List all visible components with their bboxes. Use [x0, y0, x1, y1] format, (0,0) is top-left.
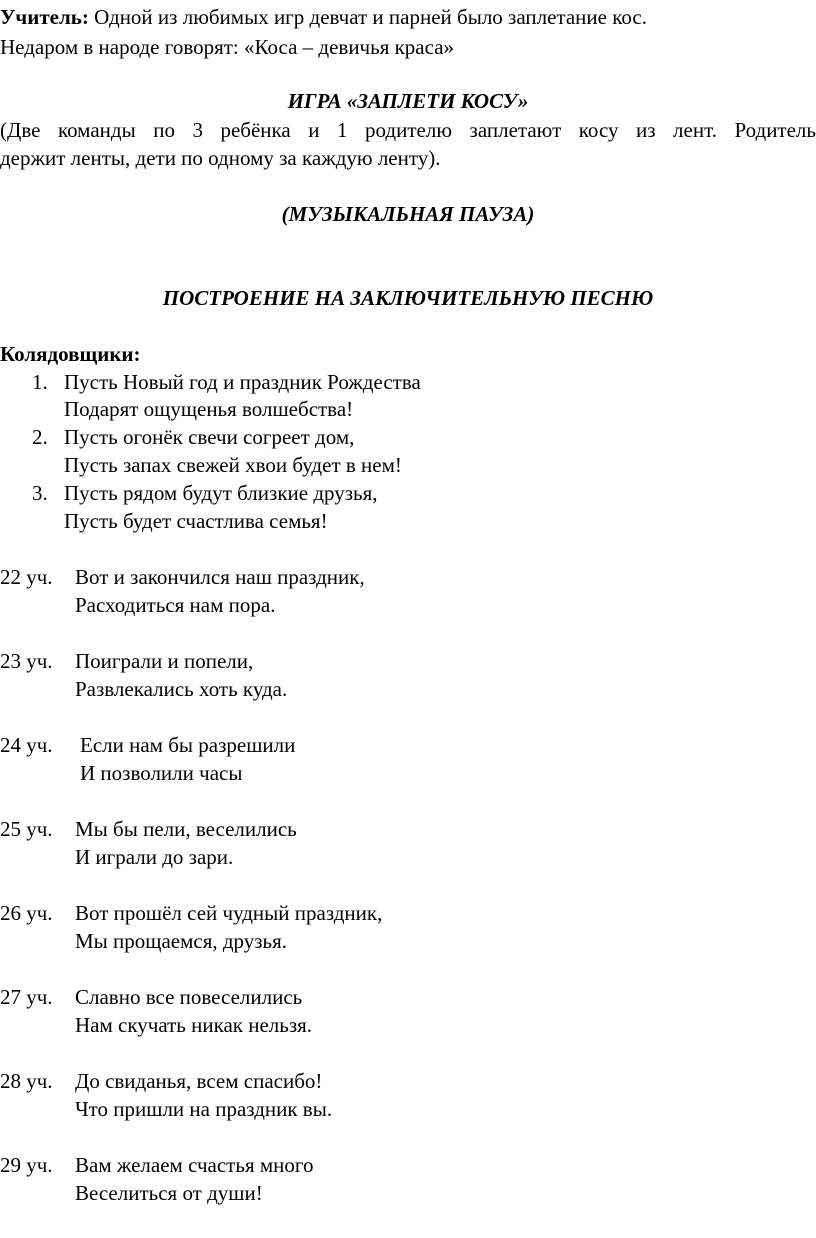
verse-speaker: 26 уч. — [0, 901, 53, 925]
verse-line: Если нам бы разрешили — [80, 733, 296, 757]
verse-line: Развлекались хоть куда. — [75, 677, 288, 701]
carol-item-line: Пусть Новый год и праздник Рождества — [64, 370, 421, 394]
verse-line: Поиграли и попели, — [75, 649, 254, 673]
verse-line: И играли до зари. — [75, 845, 234, 869]
intro-line-1 — [0, 4, 647, 31]
verse-speaker: 28 уч. — [0, 1069, 53, 1093]
verse-line: Вот и закончился наш праздник, — [75, 565, 365, 589]
game-description-line-1: (Две команды по 3 ребёнка и 1 родителю заплетают косу из лент. Родитель — [0, 118, 816, 142]
verse-speaker: 29 уч. — [0, 1153, 53, 1177]
carol-item-line: Подарят ощущенья волшебства! — [64, 397, 354, 421]
verse-line: Нам скучать никак нельзя. — [75, 1013, 313, 1037]
carolers-heading: Колядовщики: — [0, 342, 141, 366]
intro-text-1: Одной из любимых игр девчат и парней было заплетание кос. — [94, 5, 647, 29]
verse-line: Мы прощаемся, друзья. — [75, 929, 288, 953]
carol-item-line: Пусть запах свежей хвои будет в нем! — [64, 453, 402, 477]
intro-line-2: Недаром в народе говорят: «Коса – девичья краса» — [0, 35, 455, 59]
verse-speaker: 27 уч. — [0, 985, 53, 1009]
game-description-line-2: держит ленты, дети по одному за каждую ленту). — [0, 146, 441, 170]
verse-speaker: 22 уч. — [0, 565, 53, 589]
carol-item-number: 2. — [32, 425, 48, 449]
verse-line: Веселиться от души! — [75, 1181, 263, 1205]
verse-line: До свиданья, всем спасибо! — [75, 1069, 323, 1093]
carol-item-line: Пусть рядом будут близкие друзья, — [64, 481, 378, 505]
verse-line: И позволили часы — [80, 761, 243, 785]
verse-speaker: 25 уч. — [0, 817, 53, 841]
game-title: ИГРА «ЗАПЛЕТИ КОСУ» — [287, 89, 529, 113]
verse-line: Славно все повеселились — [75, 985, 303, 1009]
carol-item-line: Пусть будет счастлива семья! — [64, 509, 328, 533]
verse-line: Вам желаем счастья много — [75, 1153, 314, 1177]
verse-speaker: 24 уч. — [0, 733, 53, 757]
verse-speaker: 23 уч. — [0, 649, 53, 673]
carol-item-number: 3. — [32, 481, 48, 505]
verse-line: Мы бы пели, веселились — [75, 817, 297, 841]
verse-line: Вот прошёл сей чудный праздник, — [75, 901, 383, 925]
carol-item-number: 1. — [32, 370, 48, 394]
verse-line: Расходиться нам пора. — [75, 593, 276, 617]
verse-line: Что пришли на праздник вы. — [75, 1097, 333, 1121]
formation-heading: ПОСТРОЕНИЕ НА ЗАКЛЮЧИТЕЛЬНУЮ ПЕСНЮ — [162, 286, 654, 310]
carol-item-line: Пусть огонёк свечи согреет дом, — [64, 425, 355, 449]
intro-speaker: Учитель: — [0, 5, 89, 29]
musical-pause-heading: (МУЗЫКАЛЬНАЯ ПАУЗА) — [281, 202, 535, 226]
